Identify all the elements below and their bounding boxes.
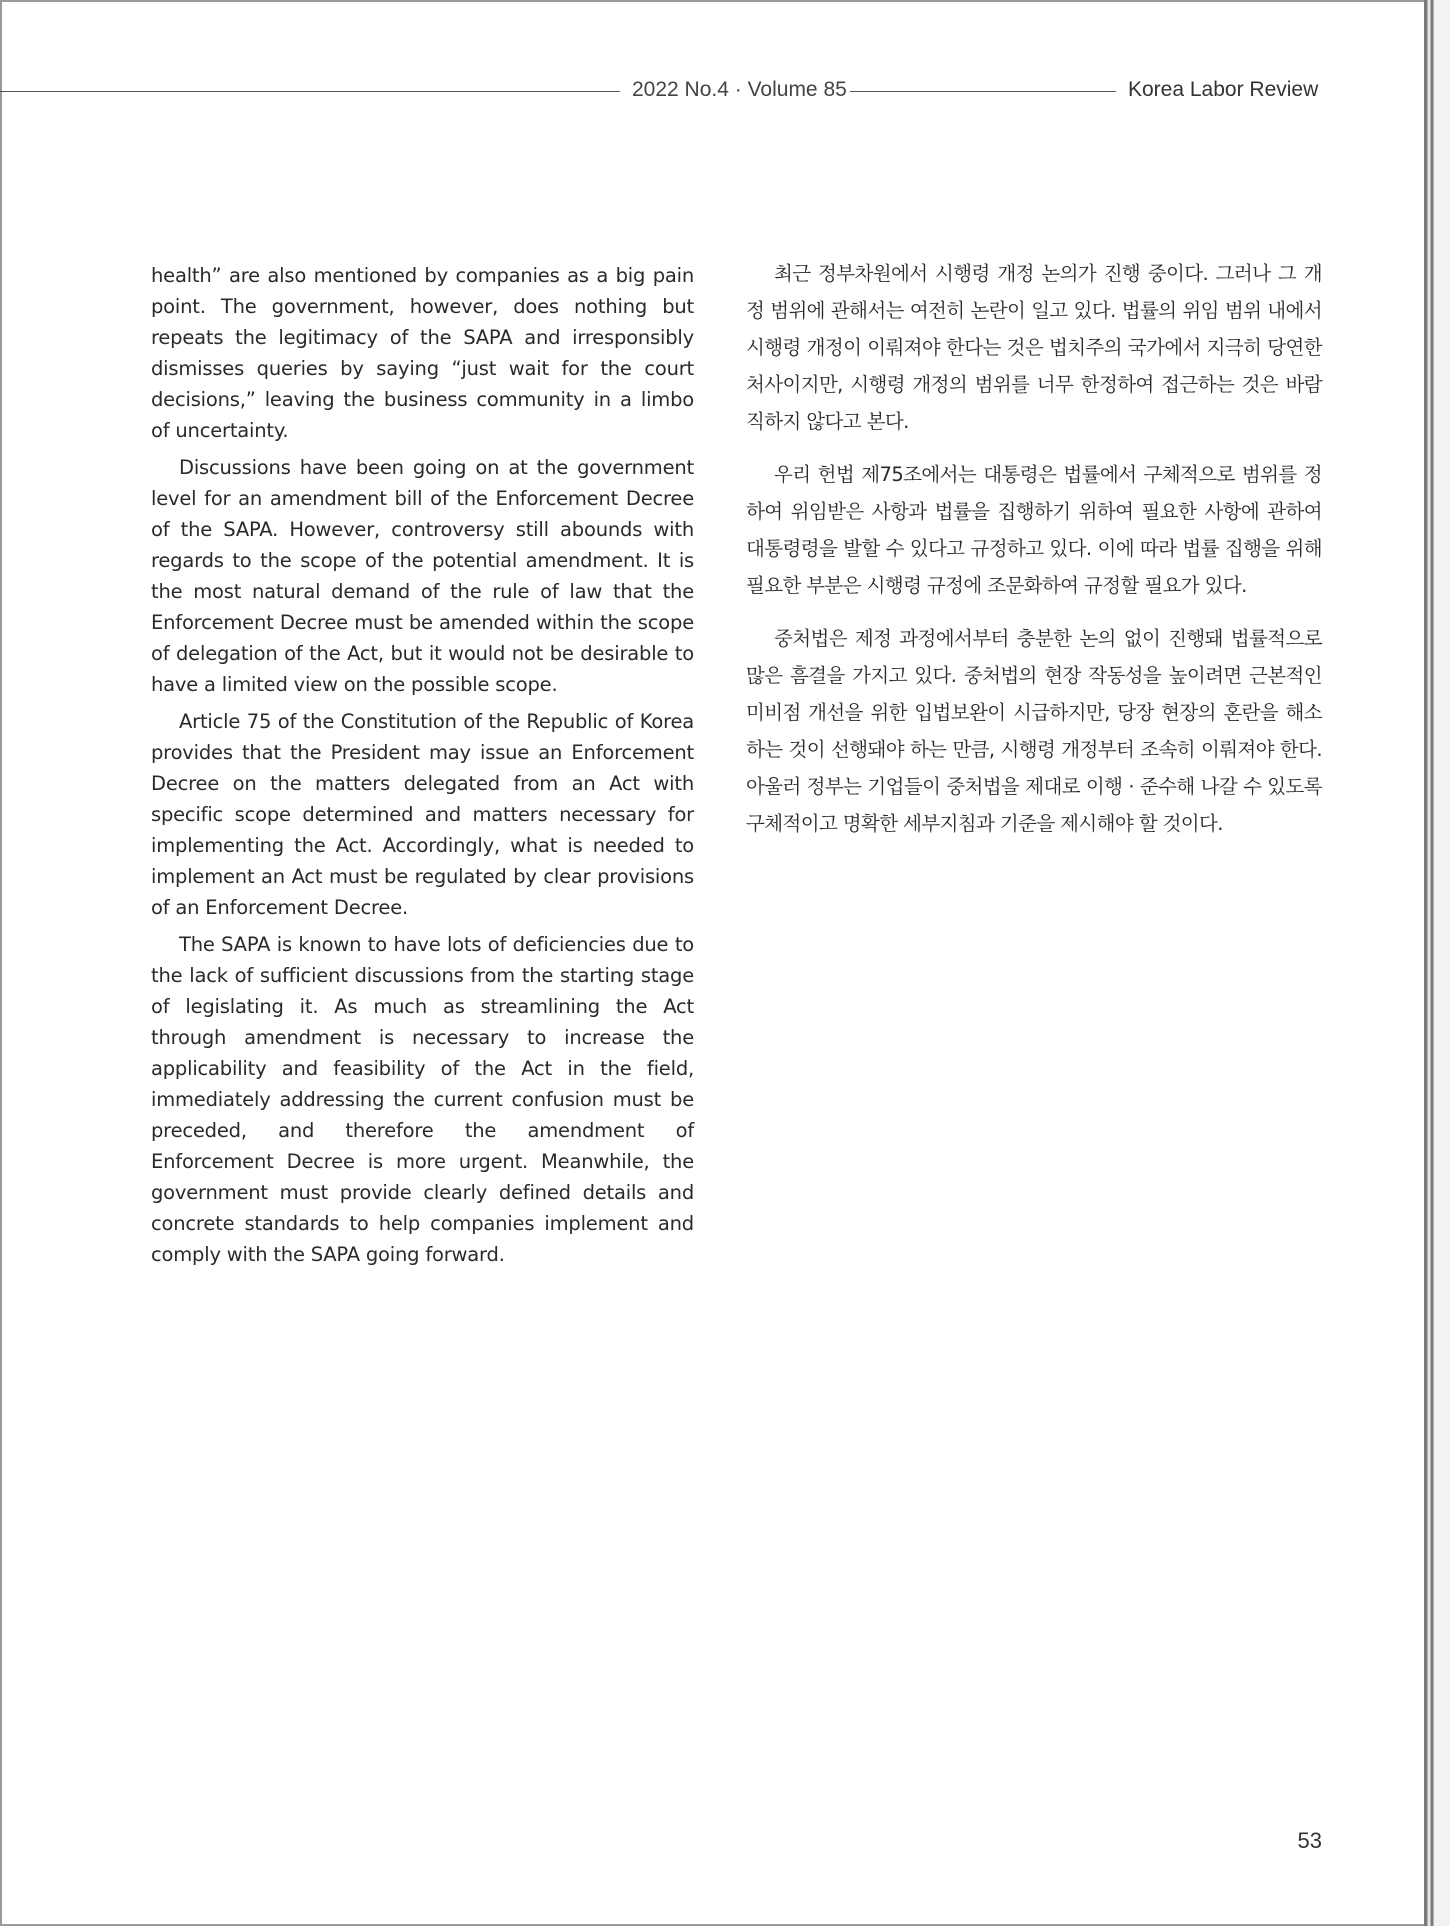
english-paragraph-3: Article 75 of the Constitution of the Republic of Korea provides that the President may issue an Enforcement Decree on the matters delegated from an Act with specific scope determined and matters necessary for implementing the Act. Accordingly, what is needed to implement an Act must be regulated by clear provisions of an Enforcement Decree. <box>151 710 694 919</box>
page-number: 53 <box>1297 1828 1322 1853</box>
english-column <box>151 260 694 1276</box>
korean-paragraph-1: 최근 정부차원에서 시행령 개정 논의가 진행 중이다. 그러나 그 개정 범위에 관해서는 여전히 논란이 일고 있다. 법률의 위임 범위 내에서 시행령 개정이 이뤄져야 한다는 것은 법치주의 국가에서 지극히 당연한 처사이지만, 시행령 개정의 범위를 너무 한정하여 접근하는 것은 바람직하지 않다고 본다. <box>746 262 1322 433</box>
english-paragraph-4: The SAPA is known to have lots of deficiencies due to the lack of sufficient discussions from the starting stage of legislating it. As much as streamlining the Act through amendment is necessary to increase the applicability and feasibility of the Act in the field, immediately addressing the current confusion must be preceded, and therefore the amendment of Enforcement Decree is more urgent. Meanwhile, the government must provide clearly defined details and concrete standards to help companies implement and comply with the SAPA going forward. <box>151 933 694 1266</box>
header-rule-right <box>850 91 1116 92</box>
running-header <box>0 76 1320 106</box>
page-border-top <box>0 0 1428 2</box>
page-border-left <box>0 0 2 1926</box>
journal-title: Korea Labor Review <box>1128 78 1319 101</box>
korean-paragraph-3: 중처법은 제정 과정에서부터 충분한 논의 없이 진행돼 법률적으로 많은 흠결을 가지고 있다. 중처법의 현장 작동성을 높이려면 근본적인 미비점 개선을 위한 입법보완이 시급하지만, 당장 현장의 혼란을 해소하는 것이 선행돼야 하는 만큼, 시행령 개정부터 조속히 이뤄져야 한다. 아울러 정부는 기업들이 중처법을 제대로 이행 · 준수해 나갈 수 있도록 구체적이고 명확한 세부지침과 기준을 제시해야 할 것이다. <box>746 627 1322 835</box>
page-edge-shadow <box>1424 0 1450 1926</box>
english-paragraph-1: health” are also mentioned by companies as a big pain point. The government, however, does nothing but repeats the legitimacy of the SAPA and irresponsibly dismisses queries by saying “just wait for the court decisions,” leaving the business community in a limbo of uncertainty. <box>151 264 694 442</box>
issue-label: 2022 No.4 · Volume 85 <box>632 78 847 101</box>
header-rule-left <box>0 91 620 92</box>
korean-column <box>746 255 1322 858</box>
korean-paragraph-2: 우리 헌법 제75조에서는 대통령은 법률에서 구체적으로 범위를 정하여 위임받은 사항과 법률을 집행하기 위하여 필요한 사항에 관하여 대통령령을 발할 수 있다고 규정하고 있다. 이에 따라 법률 집행을 위해 필요한 부분은 시행령 규정에 조문화하여 규정할 필요가 있다. <box>746 463 1322 597</box>
english-paragraph-2: Discussions have been going on at the government level for an amendment bill of the Enforcement Decree of the SAPA. However, controversy still abounds with regards to the scope of the potential amendment. It is the most natural demand of the rule of law that the Enforcement Decree must be amended within the scope of delegation of the Act, but it would not be desirable to have a limited view on the possible scope. <box>151 456 694 696</box>
